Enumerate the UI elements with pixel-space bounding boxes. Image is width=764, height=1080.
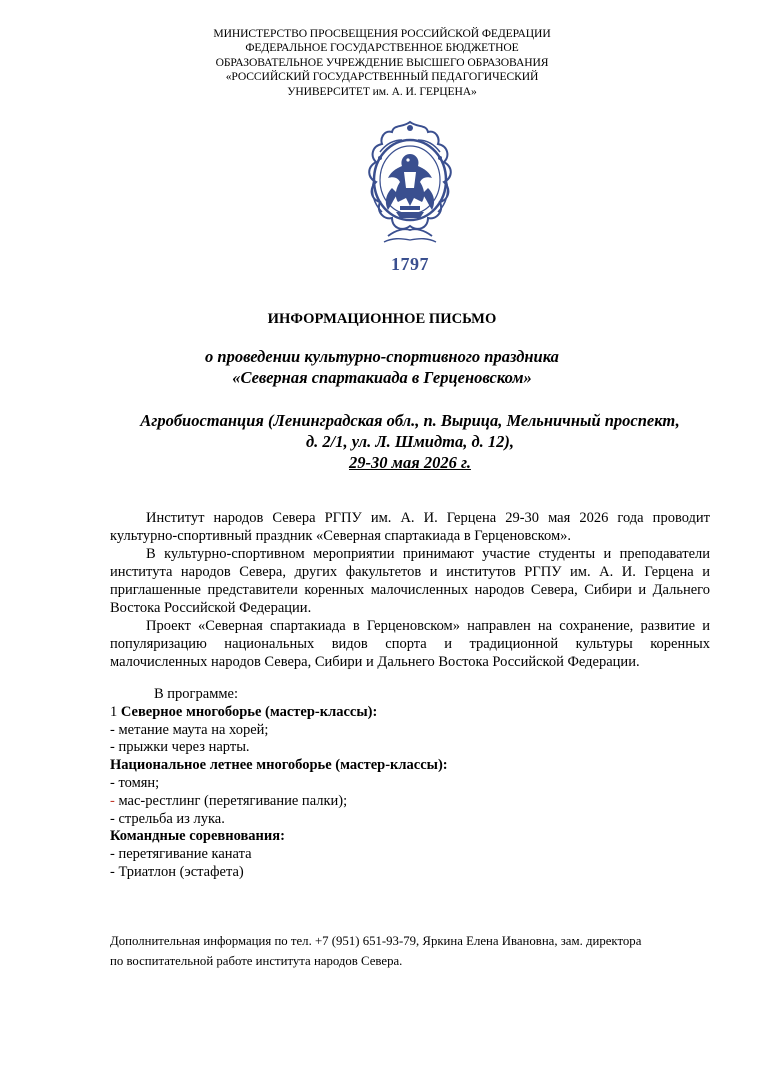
item-dash: -: [110, 792, 115, 809]
org-line: ФЕДЕРАЛЬНОЕ ГОСУДАРСТВЕННОЕ БЮДЖЕТНОЕ: [245, 41, 519, 55]
university-emblem-icon: [340, 118, 480, 258]
org-line: ОБРАЗОВАТЕЛЬНОЕ УЧРЕЖДЕНИЕ ВЫСШЕГО ОБРАЗОВАНИЯ: [215, 55, 549, 69]
event-location: [110, 410, 710, 473]
program-section: [110, 686, 710, 882]
program-item: - метание маута на хорей;: [110, 721, 269, 738]
subtitle-line: о проведении культурно-спортивного праздника: [205, 347, 559, 366]
organization-header: [0, 27, 764, 99]
emblem-year: 1797: [391, 254, 429, 274]
location-line: Агробиостанция (Ленинградская обл., п. Вырица, Мельничный проспект,: [140, 411, 680, 430]
body-paragraph: [110, 617, 710, 671]
contact-info: [110, 932, 710, 971]
section-number: 1: [110, 703, 121, 720]
org-line: МИНИСТЕРСТВО ПРОСВЕЩЕНИЯ РОССИЙСКОЙ ФЕДЕРАЦИИ: [213, 27, 551, 40]
subtitle-line: «Северная спартакиада в Герценовском»: [232, 368, 532, 387]
event-date: 29-30 мая 2026 г.: [349, 453, 471, 472]
paragraph-text: Проект «Северная спартакиада в Герценовском» направлен на сохранение, развитие и популяризацию национальных видов спорта и традиционной культуры коренных малочисленных народов Севера, Сибири и Дальнего Востока Российской Федерации.: [110, 618, 710, 670]
body-paragraph: [110, 545, 710, 617]
document-subtitle: [0, 346, 764, 388]
program-item: - перетягивание каната: [110, 846, 252, 863]
item-text: мас-рестлинг (перетягивание палки);: [114, 792, 348, 809]
program-item: - стрельба из лука.: [110, 810, 225, 827]
location-line: д. 2/1, ул. Л. Шмидта, д. 12),: [305, 432, 515, 451]
paragraph-text: Институт народов Севера РГПУ им. А. И. Герцена 29-30 мая 2026 года проводит культурно-спортивный праздник «Северная спартакиада в Герценовском».: [110, 510, 710, 544]
program-item: - прыжки через нарты.: [110, 739, 250, 756]
body-paragraph: [110, 509, 710, 545]
program-heading: [110, 757, 710, 775]
section-title: Командные соревнования:: [110, 828, 285, 845]
document-title: ИНФОРМАЦИОННОЕ ПИСЬМО: [267, 311, 497, 327]
paragraph-text: В культурно-спортивном мероприятии принимают участие студенты и преподаватели института народов Севера, других факультетов и институтов РГПУ им. А. И. Герцена и приглашенные представители коренных малочисленных народов Севера, Сибири и Дальнего Востока Российской Федерации.: [110, 546, 710, 616]
contact-line: по воспитательной работе института народов Севера.: [110, 953, 403, 968]
program-item: - Триатлон (эстафета): [110, 863, 244, 880]
program-heading: [110, 828, 710, 846]
org-line: УНИВЕРСИТЕТ им. А. И. ГЕРЦЕНА»: [287, 84, 477, 98]
section-title: Северное многоборье (мастер-классы):: [120, 703, 378, 720]
program-item: [110, 793, 710, 811]
section-title: Национальное летнее многоборье (мастер-классы):: [110, 757, 448, 774]
program-heading: [110, 704, 710, 722]
org-line: «РОССИЙСКИЙ ГОСУДАРСТВЕННЫЙ ПЕДАГОГИЧЕСКИЙ: [225, 70, 539, 84]
program-intro: В программе:: [154, 686, 239, 702]
contact-line: Дополнительная информация по тел. +7 (951) 651-93-79, Яркина Елена Ивановна, зам. директора: [110, 934, 642, 948]
program-item: - томян;: [110, 774, 160, 791]
